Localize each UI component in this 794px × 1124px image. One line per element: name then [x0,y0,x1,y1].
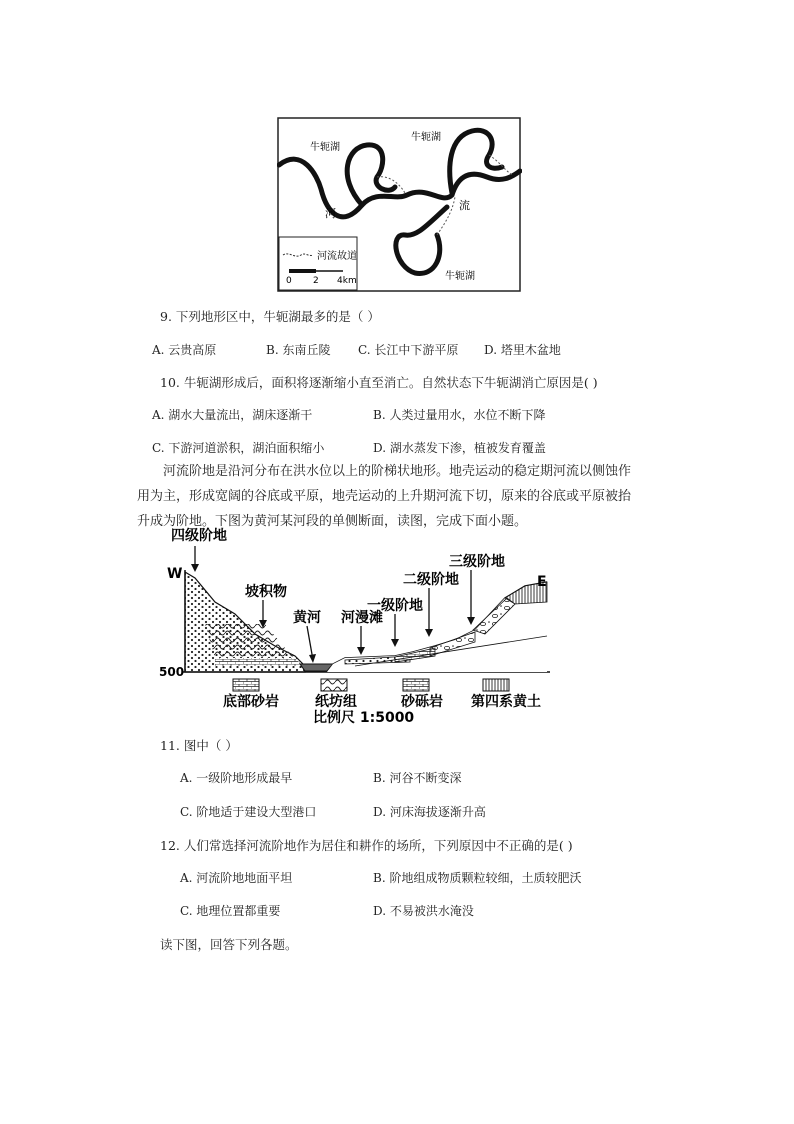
legend-label-zhifang: 纸坊组 [315,694,357,710]
river-char-he: 河 [325,207,336,220]
q12-option-b[interactable]: B. 阶地组成物质颗粒较细，土质较肥沃 [373,871,582,885]
q11-stem: 11. 图中（ ） [160,738,238,753]
river-terrace-section [155,524,565,724]
q11-option-c[interactable]: C. 阶地适于建设大型港口 [180,805,317,819]
label-third-terrace: 三级阶地 [449,554,505,570]
q12-stem: 12. 人们常选择河流阶地作为居住和耕作的场所，下列原因中不正确的是( ) [160,838,573,853]
passage: 河流阶地是沿河分布在洪水位以上的阶梯状地形。地壳运动的稳定期河流以侧蚀作用为主，形成宽阔的谷底或平原，地壳运动的上升期河流下切，原来的谷底或平原被抬升成为阶地。下图为黄河某河段的单侧断面，读图，完成下面小题。 [137,464,632,529]
scale-tick-2: 2 [313,276,319,286]
q12-option-c[interactable]: C. 地理位置都重要 [180,904,281,918]
label-floodplain: 河漫滩 [341,610,383,626]
q10-option-a[interactable]: A. 湖水大量流出，湖床逐渐干 [152,408,313,422]
closing-instruction: 读下图，回答下列各题。 [160,937,298,952]
label-fourth-terrace: 四级阶地 [171,528,227,544]
arrowhead-floodplain [357,647,365,655]
label-slope-deposit: 坡积物 [245,584,287,600]
legend-label-sandstone: 底部砂岩 [223,694,279,710]
q11-option-a[interactable]: A. 一级阶地形成最早 [180,771,293,785]
arrowhead-second-terrace [425,629,433,637]
legend-swatch-gravel [403,679,429,691]
lake-label-3: 牛轭湖 [445,271,475,282]
q9-option-c[interactable]: C. 长江中下游平原 [358,343,459,357]
q10-option-c[interactable]: C. 下游河道淤积，湖泊面积缩小 [152,441,325,455]
lake-label-1: 牛轭湖 [310,142,340,153]
slope-wavy-layer [205,624,295,658]
q9-option-b[interactable]: B. 东南丘陵 [266,343,331,357]
label-west: W [167,566,183,582]
scale-label: 比例尺 1:5000 [313,710,415,724]
arrowhead-first-terrace [391,639,399,647]
legend-label-gravel: 砂砾岩 [401,694,443,710]
arrowhead-fourth-terrace [191,564,199,572]
legend-swatch-sandstone [233,679,259,691]
label-second-terrace: 二级阶地 [403,572,459,588]
label-yellow-river: 黄河 [293,610,321,626]
q11-option-d[interactable]: D. 河床海拔逐渐升高 [373,805,486,819]
label-first-terrace: 一级阶地 [367,598,423,614]
scale-tick-4: 4km [337,276,357,286]
arrowhead-river [309,654,316,663]
scale-tick-0: 0 [286,276,292,286]
q10-option-b[interactable]: B. 人类过量用水，水位不断下降 [373,408,546,422]
river-char-liu: 流 [459,199,470,212]
q12-option-a[interactable]: A. 河流阶地地面平坦 [180,871,293,885]
bottom-sandstone-layer [215,658,303,666]
yellow-river-water [300,664,333,671]
legend-label-loess: 第四系黄土 [471,694,541,710]
q10-option-d[interactable]: D. 湖水蒸发下渗，植被发育覆盖 [373,441,546,455]
scale-bar-fill [289,269,316,273]
oxbow-lake-map [277,117,522,293]
legend-label: 河流故道 [317,251,357,262]
legend-swatch-loess [483,679,509,691]
q10-stem: 10. 牛轭湖形成后，面积将逐渐缩小直至消亡。自然状态下牛轭湖消亡原因是( ) [160,375,598,390]
q9-option-d[interactable]: D. 塔里木盆地 [484,343,561,357]
q9-stem: 9. 下列地形区中，牛轭湖最多的是（ ） [160,309,380,324]
lake-label-2: 牛轭湖 [411,132,441,143]
label-east: E [537,574,547,590]
q9-option-a[interactable]: A. 云贵高原 [152,343,217,357]
q11-option-b[interactable]: B. 河谷不断变深 [373,771,462,785]
q12-option-d[interactable]: D. 不易被洪水淹没 [373,904,474,918]
legend-swatch-zhifang [321,679,347,691]
arrowhead-third-terrace [467,617,475,625]
elevation-500: 500 [159,665,185,679]
